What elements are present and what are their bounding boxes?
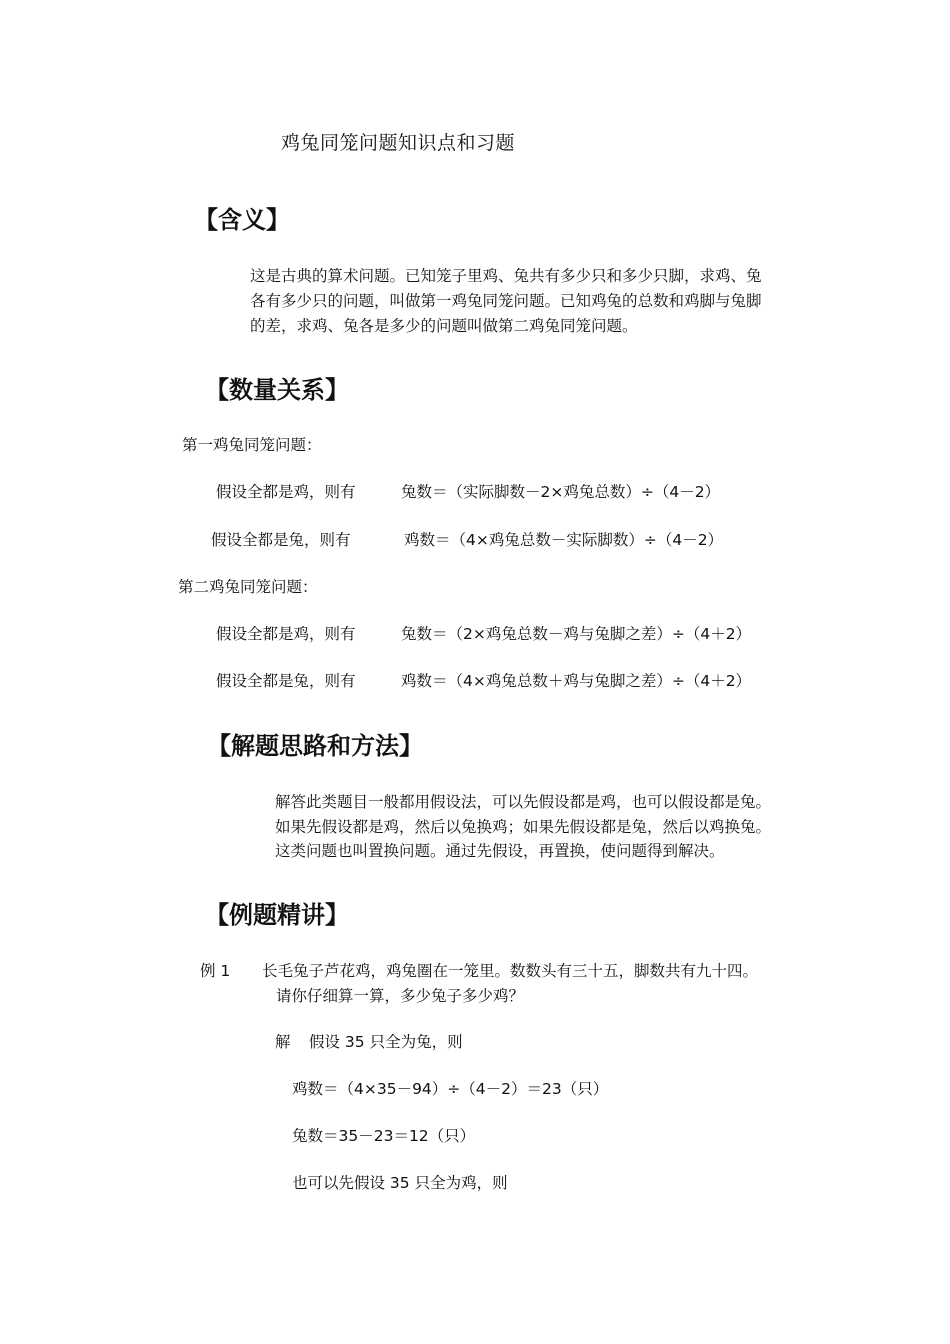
solution-intro: 假设 35 只全为兔，则 bbox=[309, 1033, 463, 1051]
method-line-3: 这类问题也叫置换问题。通过先假设，再置换，使问题得到解决。 bbox=[275, 842, 725, 860]
method-line-1: 解答此类题目一般都用假设法，可以先假设都是鸡，也可以假设都是兔。 bbox=[275, 793, 772, 811]
solution-step-2: 兔数＝35－23＝12（只） bbox=[292, 1127, 476, 1145]
section-heading-relations: 【数量关系】 bbox=[205, 376, 349, 404]
method-line-2: 如果先假设都是鸡，然后以兔换鸡；如果先假设都是兔，然后以鸡换兔。 bbox=[275, 818, 772, 836]
second-row-2-formula: 鸡数＝（4×鸡兔总数＋鸡与兔脚之差）÷（4＋2） bbox=[401, 672, 752, 690]
section-heading-meaning: 【含义】 bbox=[194, 206, 290, 234]
first-row-1-condition: 假设全都是鸡，则有 bbox=[216, 483, 356, 501]
example-1-label: 例 1 bbox=[200, 962, 231, 980]
second-row-1-condition: 假设全都是鸡，则有 bbox=[216, 625, 356, 643]
section-heading-examples: 【例题精讲】 bbox=[205, 901, 349, 929]
first-row-2-formula: 鸡数＝（4×鸡兔总数－实际脚数）÷（4－2） bbox=[404, 531, 724, 549]
meaning-line-3: 的差，求鸡、兔各是多少的问题叫做第二鸡兔同笼问题。 bbox=[250, 317, 638, 335]
first-problem-label: 第一鸡兔同笼问题： bbox=[182, 436, 322, 454]
solution-step-1: 鸡数＝（4×35－94）÷（4－2）＝23（只） bbox=[292, 1080, 609, 1098]
meaning-line-2: 各有多少只的问题，叫做第一鸡兔同笼问题。已知鸡兔的总数和鸡脚与兔脚 bbox=[250, 292, 762, 310]
example-1-question-line-2: 请你仔细算一算，多少兔子多少鸡？ bbox=[276, 987, 525, 1005]
page-title: 鸡兔同笼问题知识点和习题 bbox=[281, 132, 516, 154]
first-row-1-formula: 兔数＝（实际脚数－2×鸡兔总数）÷（4－2） bbox=[401, 483, 721, 501]
example-1-question-line-1: 长毛兔子芦花鸡，鸡兔圈在一笼里。数数头有三十五，脚数共有九十四。 bbox=[262, 962, 759, 980]
second-problem-label: 第二鸡兔同笼问题： bbox=[178, 578, 318, 596]
solution-step-3: 也可以先假设 35 只全为鸡，则 bbox=[292, 1174, 508, 1192]
section-heading-method: 【解题思路和方法】 bbox=[207, 732, 423, 760]
solution-label: 解 bbox=[275, 1033, 291, 1051]
second-row-2-condition: 假设全都是兔，则有 bbox=[216, 672, 356, 690]
first-row-2-condition: 假设全都是兔，则有 bbox=[211, 531, 351, 549]
meaning-line-1: 这是古典的算术问题。已知笼子里鸡、兔共有多少只和多少只脚，求鸡、兔 bbox=[250, 267, 762, 285]
second-row-1-formula: 兔数＝（2×鸡兔总数－鸡与兔脚之差）÷（4＋2） bbox=[401, 625, 752, 643]
